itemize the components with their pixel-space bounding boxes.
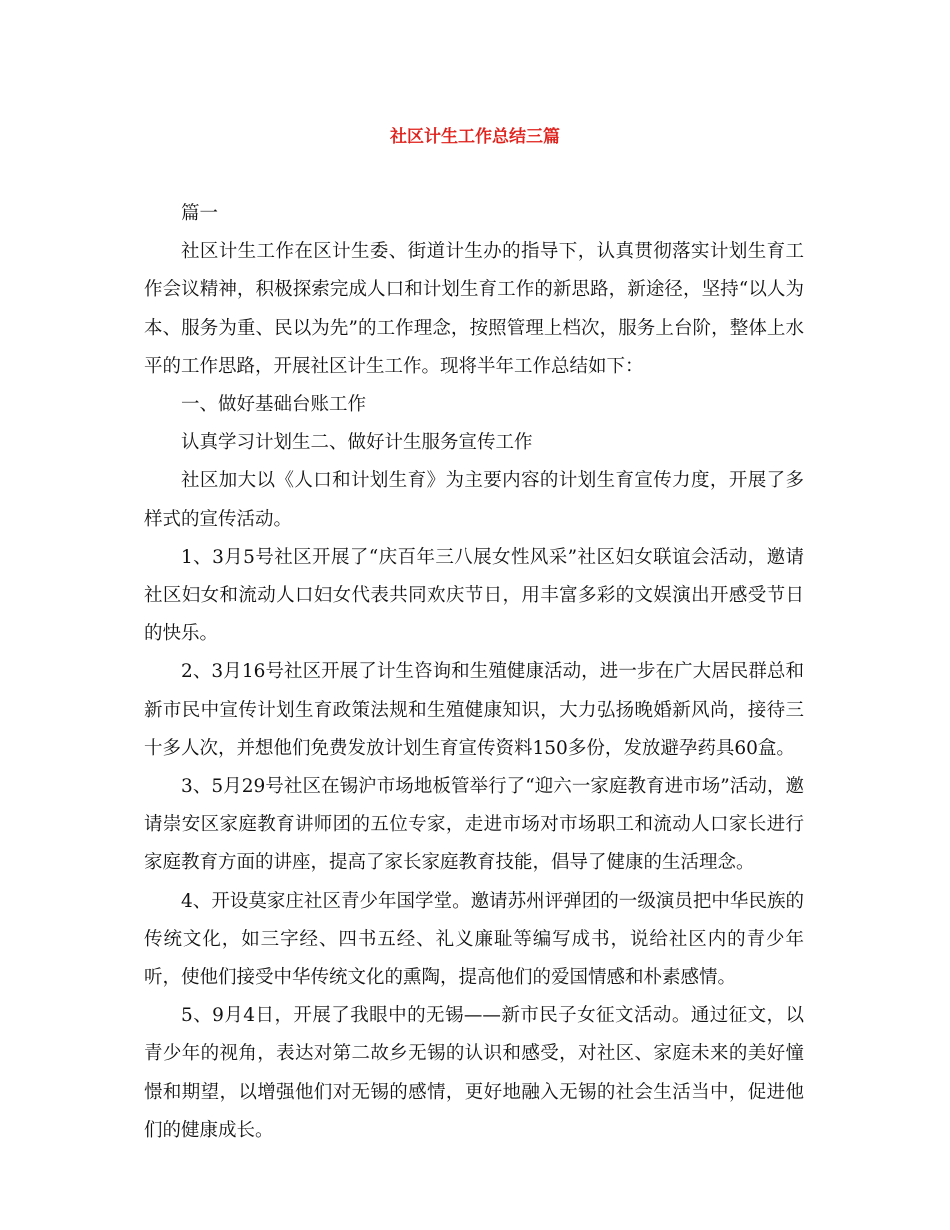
paragraph-item-4: 4、开设莫家庄社区青少年国学堂。邀请苏州评弹团的一级演员把中华民族的传统文化，如三字经、四书五经、礼义廉耻等编写成书，说给社区内的青少年听，使他们接受中华传统文化的熏陶，提高他们的爱国情感和朴素感情。 [144, 890, 804, 989]
paragraph-item-2: 2、3月16号社区开展了计生咨询和生殖健康活动，进一步在广大居民群总和新市民中宣传计划生育政策法规和生殖健康知识，大力弘扬晚婚新风尚，接待三十多人次，并想他们免费发放计划生育宣传资料150多份，发放避孕药具60盒。 [144, 661, 804, 759]
paragraph-item-1: 1、3月5号社区开展了“庆百年三八展女性风采”社区妇女联谊会活动，邀请社区妇女和流动人口妇女代表共同欢庆节日，用丰富多彩的文娱演出开感受节日的快乐。 [144, 546, 804, 645]
paragraph-item-3: 3、5月29号社区在锡沪市场地板管举行了“迎六一家庭教育进市场”活动，邀请崇安区家庭教育讲师团的五位专家，走进市场对市场职工和流动人口家长进行家庭教育方面的讲座，提高了家长家庭教育技能，倡导了健康的生活理念。 [144, 776, 804, 874]
document-body [144, 195, 804, 1150]
paragraph-heading-1: 一、做好基础台账工作 [181, 394, 367, 416]
document-title: 社区计生工作总结三篇 [390, 127, 560, 147]
paragraph-item-5: 5、9月4日，开展了我眼中的无锡——新市民子女征文活动。通过征文，以青少年的视角，表达对第二故乡无锡的认识和感受，对社区、家庭未来的美好憧憬和期望，以增强他们对无锡的感情，更好地融入无锡的社会生活当中，促进他们的健康成长。 [144, 1005, 804, 1141]
paragraph-heading-2: 认真学习计划生二、做好计生服务宣传工作 [181, 432, 533, 454]
paragraph-publicity: 社区加大以《人口和计划生育》为主要内容的计划生育宣传力度，开展了多样式的宣传活动。 [144, 470, 804, 530]
paragraph-section-heading: 篇一 [181, 203, 219, 224]
paragraph-intro: 社区计生工作在区计生委、街道计生办的指导下，认真贯彻落实计划生育工作会议精神，积极探索完成人口和计划生育工作的新思路，新途径，坚持“以人为本、服务为重、民以为先”的工作理念，按照管理上档次，服务上台阶，整体上水平的工作思路，开展社区计生工作。现将半年工作总结如下： [144, 241, 804, 377]
